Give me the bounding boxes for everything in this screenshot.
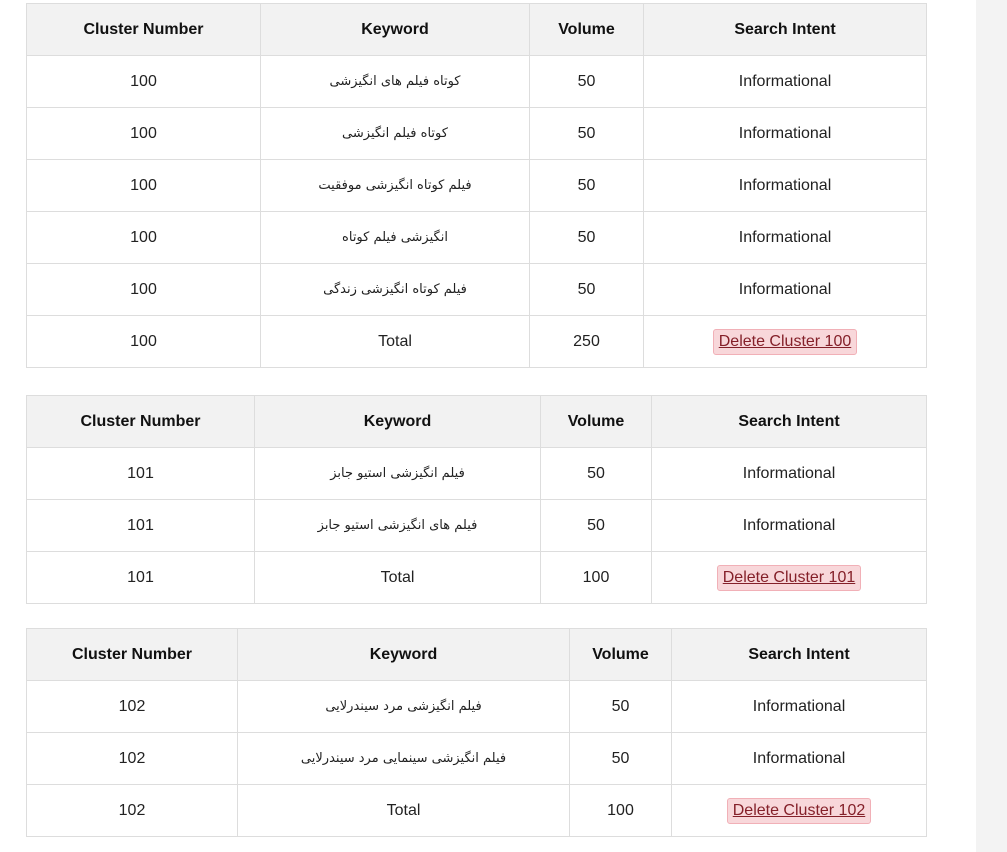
cell-keyword: فیلم کوتاه انگیزشی زندگی <box>261 264 530 316</box>
cell-volume: 50 <box>541 500 652 552</box>
cell-cluster-number: 102 <box>27 785 238 837</box>
cell-cluster-number: 100 <box>27 316 261 368</box>
cell-volume: 50 <box>570 681 672 733</box>
cell-cluster-number: 100 <box>27 108 261 160</box>
cell-search-intent: Informational <box>644 160 927 212</box>
cluster-table-101 <box>26 395 927 604</box>
table-row <box>27 733 927 785</box>
cell-search-intent: Informational <box>644 212 927 264</box>
cell-cluster-number: 100 <box>27 56 261 108</box>
total-row <box>27 552 927 604</box>
cell-search-intent: Informational <box>652 448 927 500</box>
cell-search-intent: Informational <box>652 500 927 552</box>
header-volume: Volume <box>570 629 672 681</box>
cell-volume: 50 <box>541 448 652 500</box>
cell-actions <box>652 552 927 604</box>
delete-cluster-button[interactable]: Delete Cluster 101 <box>717 565 862 591</box>
header-search-intent: Search Intent <box>652 396 927 448</box>
cell-total-volume: 100 <box>541 552 652 604</box>
total-row <box>27 785 927 837</box>
cell-cluster-number: 100 <box>27 160 261 212</box>
cell-cluster-number: 101 <box>27 448 255 500</box>
table-header-row <box>27 629 927 681</box>
cell-keyword: فیلم انگیزشی مرد سیندرلایی <box>238 681 570 733</box>
table-row <box>27 160 927 212</box>
cell-cluster-number: 101 <box>27 552 255 604</box>
table-header-row <box>27 4 927 56</box>
cluster-table-100 <box>26 3 927 368</box>
cell-keyword: فیلم انگیزشی سینمایی مرد سیندرلایی <box>238 733 570 785</box>
cell-keyword: فیلم کوتاه انگیزشی موفقیت <box>261 160 530 212</box>
cell-volume: 50 <box>530 264 644 316</box>
cell-actions <box>644 316 927 368</box>
header-volume: Volume <box>541 396 652 448</box>
total-row <box>27 316 927 368</box>
header-cluster-number: Cluster Number <box>27 629 238 681</box>
header-cluster-number: Cluster Number <box>27 4 261 56</box>
cell-cluster-number: 100 <box>27 264 261 316</box>
cell-total-label: Total <box>255 552 541 604</box>
delete-cluster-button[interactable]: Delete Cluster 102 <box>727 798 872 824</box>
header-keyword: Keyword <box>255 396 541 448</box>
cell-cluster-number: 100 <box>27 212 261 264</box>
table-row <box>27 108 927 160</box>
cell-keyword: فیلم انگیزشی استیو جابز <box>255 448 541 500</box>
cell-volume: 50 <box>530 160 644 212</box>
cell-total-volume: 100 <box>570 785 672 837</box>
cell-total-label: Total <box>238 785 570 837</box>
cell-total-label: Total <box>261 316 530 368</box>
cell-cluster-number: 102 <box>27 733 238 785</box>
header-volume: Volume <box>530 4 644 56</box>
table-row <box>27 681 927 733</box>
table-row <box>27 500 927 552</box>
cell-keyword: فیلم های انگیزشی استیو جابز <box>255 500 541 552</box>
cell-keyword: کوتاه فیلم انگیزشی <box>261 108 530 160</box>
cell-search-intent: Informational <box>644 56 927 108</box>
cell-search-intent: Informational <box>644 108 927 160</box>
cell-keyword: انگیزشی فیلم کوتاه <box>261 212 530 264</box>
cell-cluster-number: 102 <box>27 681 238 733</box>
cell-volume: 50 <box>570 733 672 785</box>
cell-search-intent: Informational <box>672 733 927 785</box>
table-row <box>27 56 927 108</box>
cell-search-intent: Informational <box>672 681 927 733</box>
table-header-row <box>27 396 927 448</box>
header-keyword: Keyword <box>238 629 570 681</box>
cell-cluster-number: 101 <box>27 500 255 552</box>
scrollbar-gutter <box>976 0 1007 852</box>
cell-volume: 50 <box>530 108 644 160</box>
cell-search-intent: Informational <box>644 264 927 316</box>
header-cluster-number: Cluster Number <box>27 396 255 448</box>
cluster-table-102 <box>26 628 927 837</box>
table-row <box>27 448 927 500</box>
table-row <box>27 212 927 264</box>
header-keyword: Keyword <box>261 4 530 56</box>
header-search-intent: Search Intent <box>672 629 927 681</box>
cell-keyword: کوتاه فیلم های انگیزشی <box>261 56 530 108</box>
delete-cluster-button[interactable]: Delete Cluster 100 <box>713 329 858 355</box>
table-row <box>27 264 927 316</box>
cell-volume: 50 <box>530 212 644 264</box>
cell-total-volume: 250 <box>530 316 644 368</box>
cell-actions <box>672 785 927 837</box>
header-search-intent: Search Intent <box>644 4 927 56</box>
cell-volume: 50 <box>530 56 644 108</box>
